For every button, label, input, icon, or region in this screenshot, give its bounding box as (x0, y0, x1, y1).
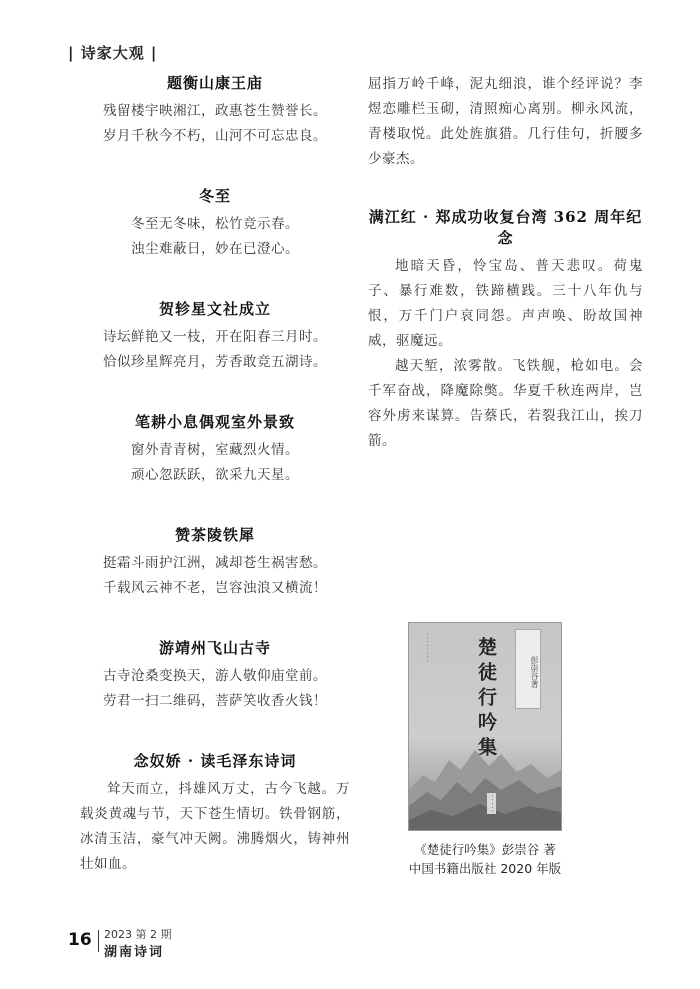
poem-7-continuation (368, 72, 643, 172)
poem-8 (368, 206, 643, 454)
poem-line: 浊尘难蔽日，妙在已澄心。 (131, 241, 299, 257)
book-cover-author: 彭崇谷著 (515, 629, 541, 709)
poem-title: 贺轸星文社成立 (158, 300, 271, 318)
poem-paragraph: 越天堑，浓雾散。飞铁舰，枪如电。会千军奋战，降魔除獘。华夏千秋连两岸，岂容外虏来谋算。告蔡氏，若裂我江山，挨刀箭。 (368, 358, 643, 449)
poem-line: 顽心忽跃跃，欲采九天星。 (131, 467, 299, 483)
poem-line: 恰似珍星辉亮月，芳香敢竞五湖诗。 (103, 354, 327, 370)
book-cover-image (408, 622, 562, 831)
poem-line: 窗外青青树，室藏烈火情。 (131, 442, 299, 458)
poem-7 (80, 750, 350, 877)
caption-title-author: 《楚徒行吟集》彭崇谷 著 (414, 842, 556, 857)
caption-publisher: 中国书籍出版社 2020 年版 (408, 861, 562, 876)
book-caption (380, 840, 590, 878)
poem-line: 古寺沧桑变换天，游人敬仰庙堂前。 (103, 668, 327, 684)
poem-2 (80, 185, 350, 262)
right-column (368, 72, 643, 490)
section-tag: | 诗家大观 | (68, 44, 158, 62)
poem-title: 冬至 (198, 187, 231, 205)
poem-line: 挺霜斗雨护江洲，减却苍生祸害愁。 (103, 555, 327, 571)
footer-divider (98, 930, 99, 952)
poem-title: 笔耕小息偶观室外景致 (134, 413, 295, 431)
magazine-name: 湖南诗词 (104, 945, 165, 960)
poem-6 (80, 637, 350, 714)
poem-paragraph: 耸天而立，抖雄风万丈，古今飞越。万载炎黄魂与节，天下苍生情切。铁骨钢筋，冰清玉洁，豪气冲天阙。沸腾烟火，铸神州壮如血。 (80, 781, 350, 872)
left-column (80, 72, 350, 913)
poem-title: 赞茶陵铁犀 (174, 526, 255, 544)
poem-title: 念奴娇 · 读毛泽东诗词 (133, 752, 297, 770)
poem-title: 题衡山康王庙 (166, 74, 263, 92)
poem-5 (80, 524, 350, 601)
poem-line: 冬至无冬味，松竹竞示春。 (131, 216, 299, 232)
poem-line: 诗坛鲜艳又一枝，开在阳春三月时。 (103, 329, 327, 345)
poem-4 (80, 411, 350, 488)
publisher-seal: · · · · · (488, 795, 495, 813)
poem-3 (80, 298, 350, 375)
poem-1 (80, 72, 350, 149)
mountain-landscape-illustration (409, 720, 561, 830)
poem-paragraph: 屈指万岭千峰，泥丸细浪，谁个经评说？李煜恋雕栏玉砌，清照痴心离别。柳永风流，青楼取悦。此处旌旗猎。几行佳句，折腰多少豪杰。 (368, 76, 643, 167)
page-number: 16 (68, 930, 92, 950)
poem-paragraph: 地暗天昏，怜宝岛、普天悲叹。荷鬼子、暴行难数，铁蹄横践。三十八年仇与恨，万千门户哀同怨。声声唤、盼故国神威，驱魔远。 (368, 258, 643, 349)
book-cover-title: 楚徒行吟集 (475, 637, 497, 762)
poem-title: 满江红 · 郑成功收复台湾 362 周年纪念 (368, 208, 643, 247)
issue-label: 2023 第 2 期 (104, 928, 172, 941)
poem-title: 游靖州飞山古寺 (158, 639, 271, 657)
book-series-label: · · · · · · · · (423, 633, 430, 662)
poem-line: 残留楼宇映湘江，政惠苍生赞誉长。 (103, 103, 327, 119)
poem-line: 岁月千秋今不朽，山河不可忘忠良。 (103, 128, 327, 144)
poem-line: 千载风云神不老，岂容浊浪又横流！ (103, 580, 327, 596)
poem-line: 劳君一扫二维码，菩萨笑收香火钱！ (103, 693, 327, 709)
